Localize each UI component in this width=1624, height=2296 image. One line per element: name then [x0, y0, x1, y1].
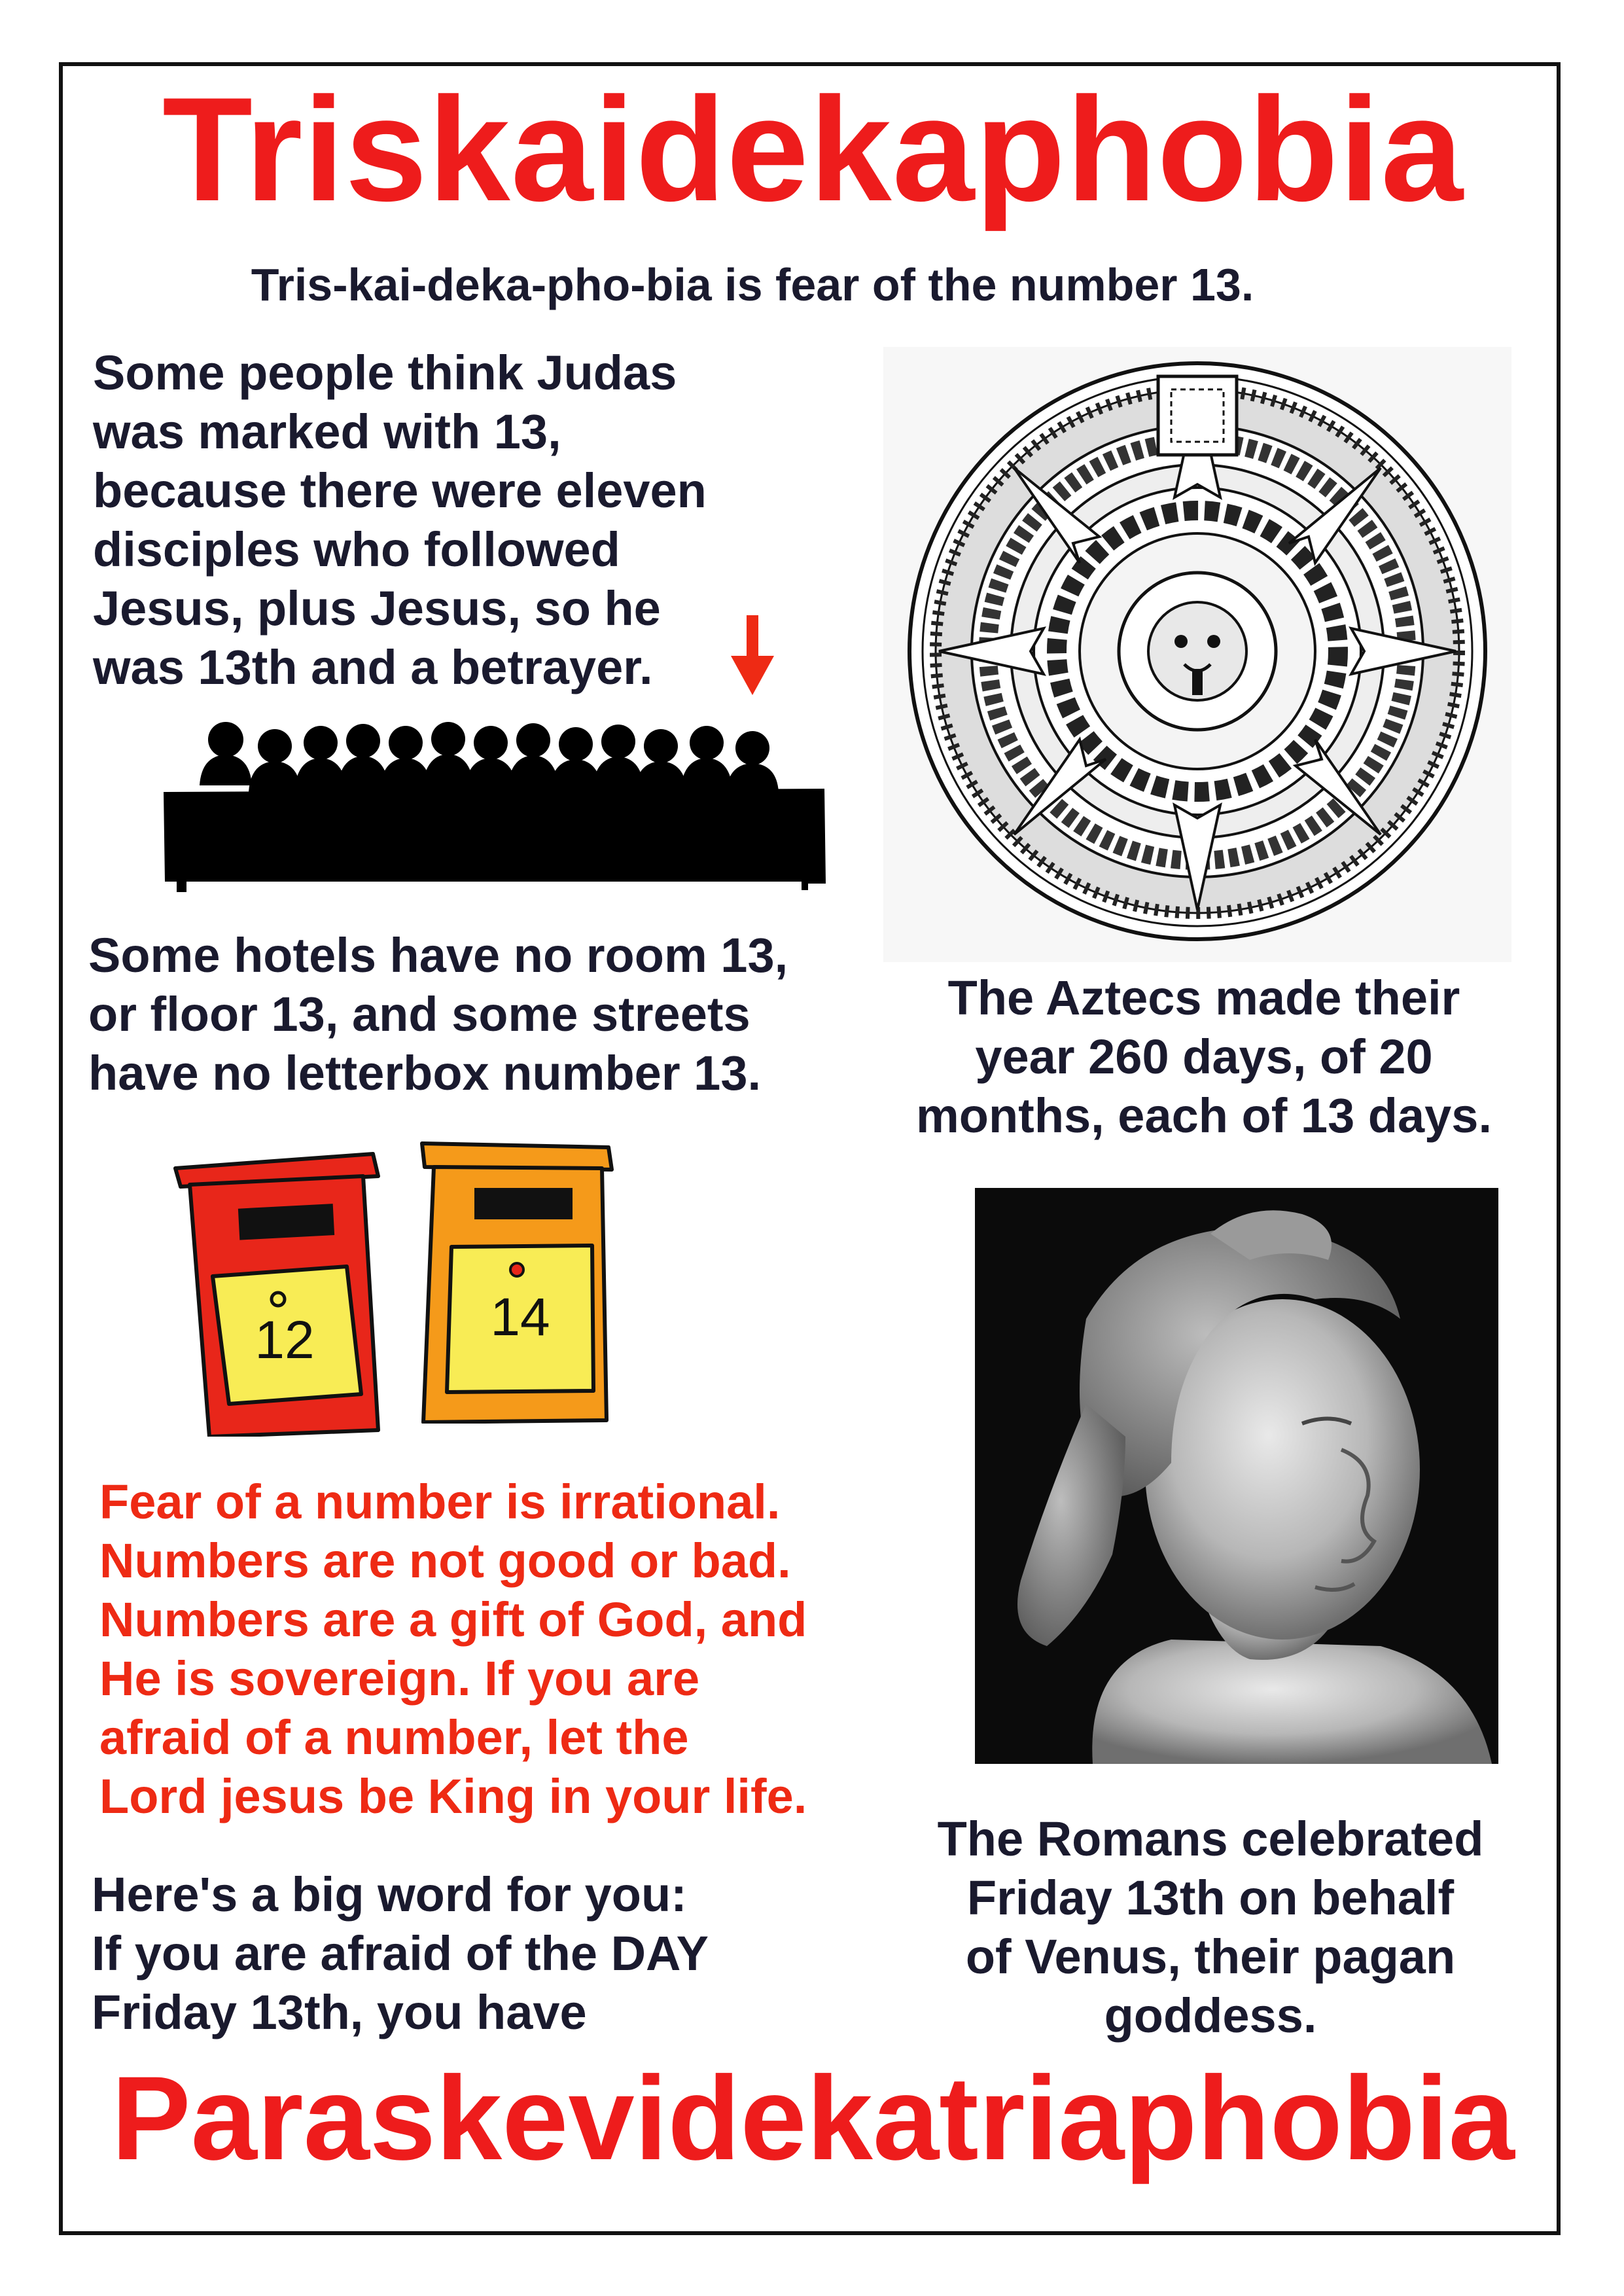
text-line: year 260 days, of 20 [975, 1030, 1433, 1084]
text-line: Lord jesus be King in your life. [99, 1769, 807, 1823]
letterbox-icon [170, 1149, 386, 1437]
text-line: disciples who followed [93, 522, 620, 577]
down-arrow-icon [730, 615, 775, 697]
text-line: Some hotels have no room 13, [88, 928, 788, 982]
text-line: because there were eleven [93, 463, 707, 518]
text-line: have no letterbox number 13. [88, 1046, 762, 1100]
bigword-paragraph [92, 1865, 709, 2042]
text-line: or floor 13, and some streets [88, 987, 750, 1041]
aztecs-paragraph [890, 969, 1518, 1145]
text-line: of Venus, their pagan [965, 1929, 1456, 1984]
letterbox-number: 12 [255, 1310, 315, 1370]
disciple-figure [200, 722, 252, 785]
letterbox-icon [415, 1136, 631, 1424]
text-line: The Romans celebrated [937, 1812, 1484, 1866]
text-line: was 13th and a betrayer. [93, 640, 653, 694]
fear-paragraph [99, 1473, 807, 1826]
venus-statue-photo [975, 1188, 1498, 1764]
text-line: Numbers are not good or bad. [99, 1534, 791, 1588]
aztec-calendar-stone [883, 347, 1511, 962]
romans-paragraph [903, 1810, 1518, 2045]
text-line: Friday 13th, you have [92, 1985, 587, 2039]
text-line: He is sovereign. If you are [99, 1651, 700, 1706]
page-title: Triskaidekaphobia [162, 66, 1464, 232]
text-line: afraid of a number, let the [99, 1710, 689, 1765]
hotels-paragraph [88, 926, 788, 1103]
judas-paragraph [93, 344, 707, 697]
text-line: months, each of 13 days. [915, 1088, 1492, 1143]
bottom-title: Paraskevidekatriaphobia [111, 2051, 1515, 2185]
text-line: The Aztecs made their [947, 971, 1460, 1025]
text-line: Fear of a number is irrational. [99, 1475, 781, 1529]
text-line: If you are afraid of the DAY [92, 1926, 709, 1981]
text-line: goddess. [1104, 1988, 1317, 2043]
subtitle: Tris-kai-deka-pho-bia is fear of the number 13. [251, 259, 1254, 310]
text-line: Some people think Judas [93, 346, 677, 400]
text-line: Here's a big word for you: [92, 1867, 687, 1922]
disciples-silhouette [164, 710, 831, 897]
text-line: was marked with 13, [93, 404, 561, 459]
text-line: Jesus, plus Jesus, so he [93, 581, 661, 636]
letterbox-number: 14 [490, 1287, 550, 1347]
text-line: Numbers are a gift of God, and [99, 1592, 807, 1647]
text-line: Friday 13th on behalf [966, 1871, 1455, 1925]
